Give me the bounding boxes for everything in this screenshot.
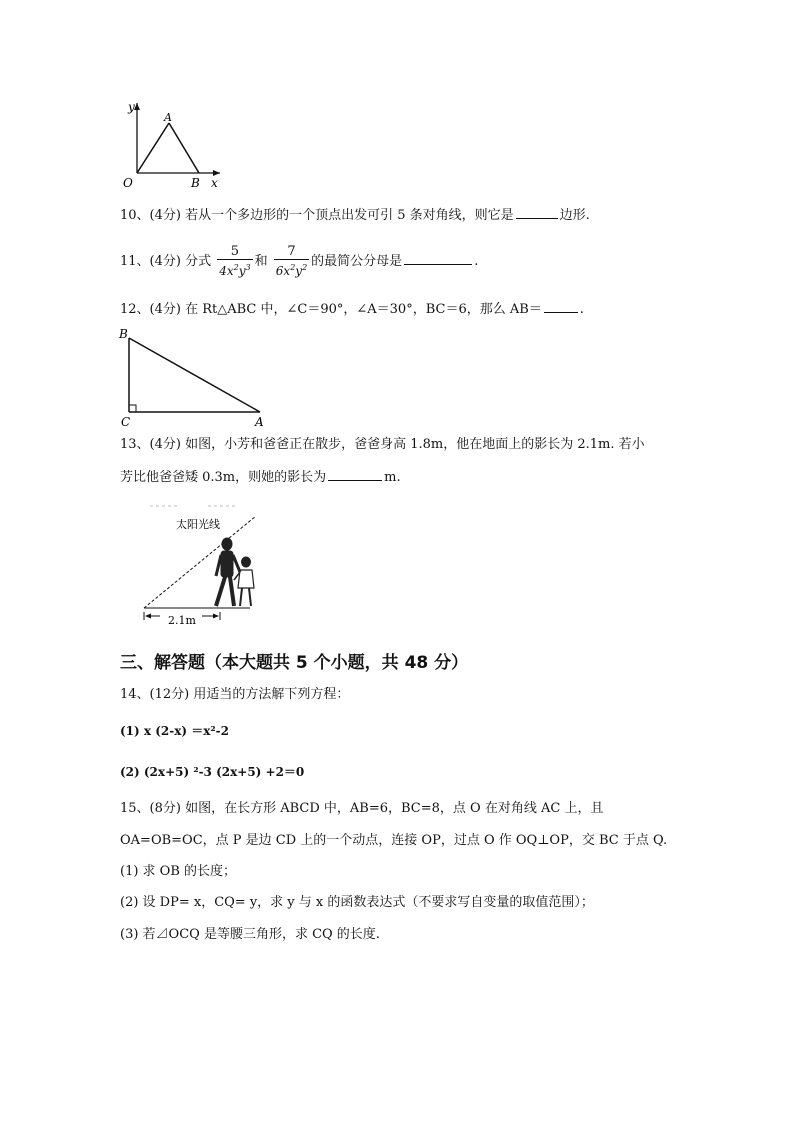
question-11 <box>120 244 478 279</box>
fraction-2-denominator: $6x^2y^2$ <box>274 259 309 279</box>
fraction-1 <box>217 244 252 279</box>
father-figure <box>216 538 240 606</box>
q11-text: 11、(4分) 分式 <box>120 254 212 269</box>
q10-text: 10、(4分) 若从一个多边形的一个顶点出发可引 5 条对角线，则它是 <box>120 208 514 223</box>
right-triangle-figure <box>115 322 275 430</box>
q11-answer-blank[interactable] <box>404 252 472 265</box>
question-14-title: 14、(12分) 用适当的方法解下列方程： <box>120 687 350 702</box>
fraction-1-numerator: 5 <box>230 244 240 259</box>
sun-ray-label: 太阳光线 <box>176 518 220 531</box>
q12-end: . <box>579 302 584 317</box>
question-15-part1: (1) 求 OB 的长度； <box>120 864 237 879</box>
q11-suffix: 的最简公分母是 <box>311 254 403 269</box>
vertex-a-label: A <box>164 111 172 124</box>
section-3-heading: 三、解答题（本大题共 5 个小题，共 48 分） <box>120 653 469 673</box>
question-10 <box>120 206 590 225</box>
q12-text: 12、(4分) 在 Rt△ABC 中，∠C＝90°，∠A＝30°，BC＝6，那么 AB＝ <box>120 302 542 317</box>
fraction-2-numerator: 7 <box>287 244 296 259</box>
question-12 <box>120 300 584 319</box>
question-13-line1 <box>120 436 645 454</box>
vertex-b-label: B <box>119 327 128 341</box>
q13-suffix: m. <box>384 470 401 485</box>
fraction-2 <box>274 244 309 279</box>
question-14-part1: (1) x (2-x) ＝x²-2 <box>120 724 229 738</box>
question-15-part3: (3) 若⊿OCQ 是等腰三角形，求 CQ 的长度. <box>120 927 380 942</box>
axis-x-label: x <box>211 176 218 190</box>
sunlight-shadow-figure <box>130 500 270 630</box>
q10-suffix: 边形. <box>559 208 590 223</box>
q13-text-line2: 芳比他爸爸矮 0.3m，则她的影长为 <box>120 470 327 485</box>
fraction-1-denominator: $4x^2y^3$ <box>217 259 252 279</box>
axes-triangle-figure <box>115 95 225 195</box>
shadow-length-label: 2.1m <box>168 614 196 627</box>
question-15-line2: OA=OB=OC，点 P 是边 CD 上的一个动点，连接 OP，过点 O 作 OQ⊥OP，交 BC 于点 Q. <box>120 833 668 848</box>
q13-answer-blank[interactable] <box>328 468 382 481</box>
question-15-line1: 15、(8分) 如图，在长方形 ABCD 中，AB=6，BC=8，点 O 在对角线 AC 上，且 <box>120 801 604 816</box>
q13-text-line1: 13、(4分) 如图，小芳和爸爸正在散步，爸爸身高 1.8m，他在地面上的影长为 2.1m. 若小 <box>120 437 645 452</box>
origin-label: O <box>123 176 133 190</box>
question-15-part2: (2) 设 DP= x，CQ= y，求 y 与 x 的函数表达式（不要求写自变量的取值范围）； <box>120 895 594 910</box>
axis-y-label: y <box>128 100 135 114</box>
q10-answer-blank[interactable] <box>516 206 558 219</box>
q11-end: . <box>474 254 479 269</box>
question-14-part2: (2) (2x+5) ²-3 (2x+5) +2＝0 <box>120 765 305 779</box>
q11-and: 和 <box>254 254 268 269</box>
vertex-b-label: B <box>191 176 200 190</box>
vertex-c-label: C <box>121 415 131 429</box>
question-13-line2 <box>120 468 401 487</box>
vertex-a-label: A <box>255 415 264 429</box>
q12-answer-blank[interactable] <box>544 300 578 313</box>
